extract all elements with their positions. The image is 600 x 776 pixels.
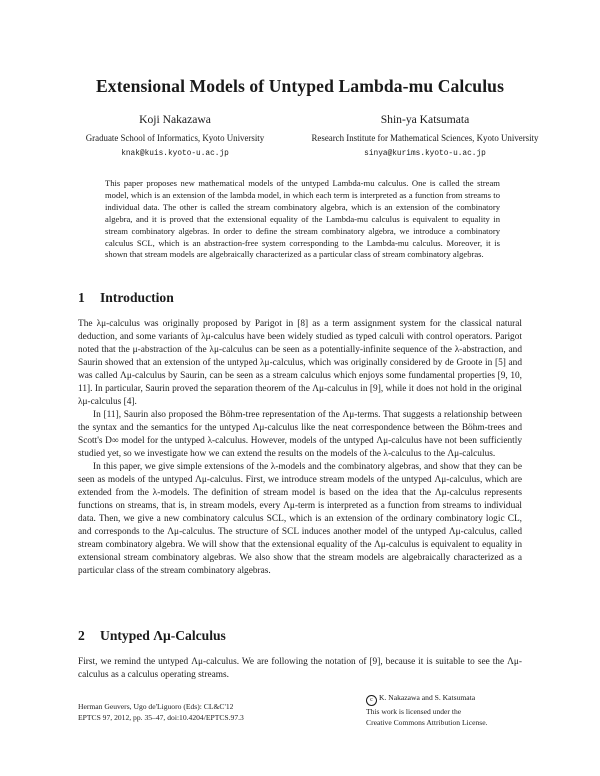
copyright-icon: c [366,695,377,706]
section-body-introduction [78,318,522,578]
publication-info [78,701,244,723]
section-number: 2 [78,628,85,643]
section-body-untyped-lambda-mu [78,656,522,682]
author-affiliation: Graduate School of Informatics, Kyoto University [85,133,265,143]
author-block-2 [295,112,555,160]
license-line: This work is licensed under the [366,707,462,716]
abstract: This paper proposes new mathematical models of the untyped Lambda-mu calculus. One is called the stream model, which is an extension of the lambda model, in which each term is interpreted as a function from streams to individual data. The other is called the stream combinatory algebra, which is an extension of the combinatory algebra, and it is proved that the extensional equality of the Lambda-mu calculus is equivalent to equality in stream combinatory algebras. In order to define the stream combinatory algebra, we introduce a combinatory calculus SCL, which is an abstraction-free system corresponding to the Lambda-mu calculus. Moreover, it is shown that stream models are algebraically characterized as a particular class of stream combinatory algebras. [105,178,500,260]
author-name: Shin-ya Katsumata [380,113,470,126]
license-link[interactable]: Creative Commons Attribution License. [366,718,488,727]
copyright-holders: K. Nakazawa and S. Katsumata [379,693,476,702]
author-email[interactable]: sinya@kurims.kyoto-u.ac.jp [364,150,486,158]
author-name: Koji Nakazawa [139,113,211,126]
section-heading-untyped-lambda-mu [78,628,226,644]
section-title: Untyped Λμ-Calculus [100,628,226,643]
venue-line: Herman Geuvers, Ugo de'Liguoro (Eds): CL&C'12 [78,702,234,711]
paragraph: In this paper, we give simple extensions of the λ-models and the combinatory algebras, and show that they can be seen as models of the untyped Λμ-calculus. First, we introduce stream models of the untyped Λμ-calculus, which are extended from the λ-models. The definition of stream model is based on the idea that the Λμ-calculus represents functions on streams, that is, in stream models, every Λμ-term is interpreted as a function from streams to individual data. Then, we give a new combinatory calculus SCL, which is an extension of the ordinary combinatory logic CL, and corresponds to the Λμ-calculus. The structure of SCL induces another model of the untyped Λμ-calculus, called stream combinatory algebra. We will show that the extensional equality of the Λμ-calculus is equivalent to equality in extensional stream combinatory algebras. We also show that the stream models are algebraically characterized as a particular class of the stream combinatory algebras. [78,462,522,576]
section-number: 1 [78,290,85,305]
section-title: Introduction [100,290,174,305]
section-heading-introduction [78,290,174,306]
author-email[interactable]: knak@kuis.kyoto-u.ac.jp [121,150,229,158]
paragraph: The λμ-calculus was originally proposed by Parigot in [8] as a term assignment system for the classical natural deduction, and some variants of λμ-calculus have been widely studied as typed calculi with control operators. Parigot noted that the μ-abstraction of the λμ-calculus can be seen as a potentially-infinite sequence of the λ-abstraction, and Saurin showed that an extension of the untyped λμ-calculus, which was originally considered by de Groote in [5] and was called Λμ-calculus by Saurin, can be seen as a stream calculus which enjoys some fundamental properties [9, 10, 11]. In particular, Saurin proved the separation theorem of the Λμ-calculus in [9], while it does not hold in the original λμ-calculus [4]. [78,319,522,407]
paper-title: Extensional Models of Untyped Lambda-mu Calculus [95,76,505,96]
author-affiliation: Research Institute for Mathematical Sciences, Kyoto University [311,133,539,143]
author-block-1 [45,112,305,160]
doi-line[interactable]: EPTCS 97, 2012, pp. 35–47, doi:10.4204/EPTCS.97.3 [78,713,244,722]
paragraph: In [11], Saurin also proposed the Böhm-tree representation of the Λμ-terms. That suggests a relationship between the syntax and the semantics for the untyped Λμ-calculus like the neat correspondence between the Böhm-trees and Scott's D∞ model for the untyped λ-calculus. However, models of the untyped Λμ-calculus have not been sufficiently studied yet, so we investigate how we can extend the results on the models of the λ-calculus to the Λμ-calculus. [78,410,522,459]
license-info [366,692,487,728]
paragraph: First, we remind the untyped Λμ-calculus. We are following the notation of [9], because it is suitable to see the Λμ-calculus as a calculus operating streams. [78,657,522,680]
